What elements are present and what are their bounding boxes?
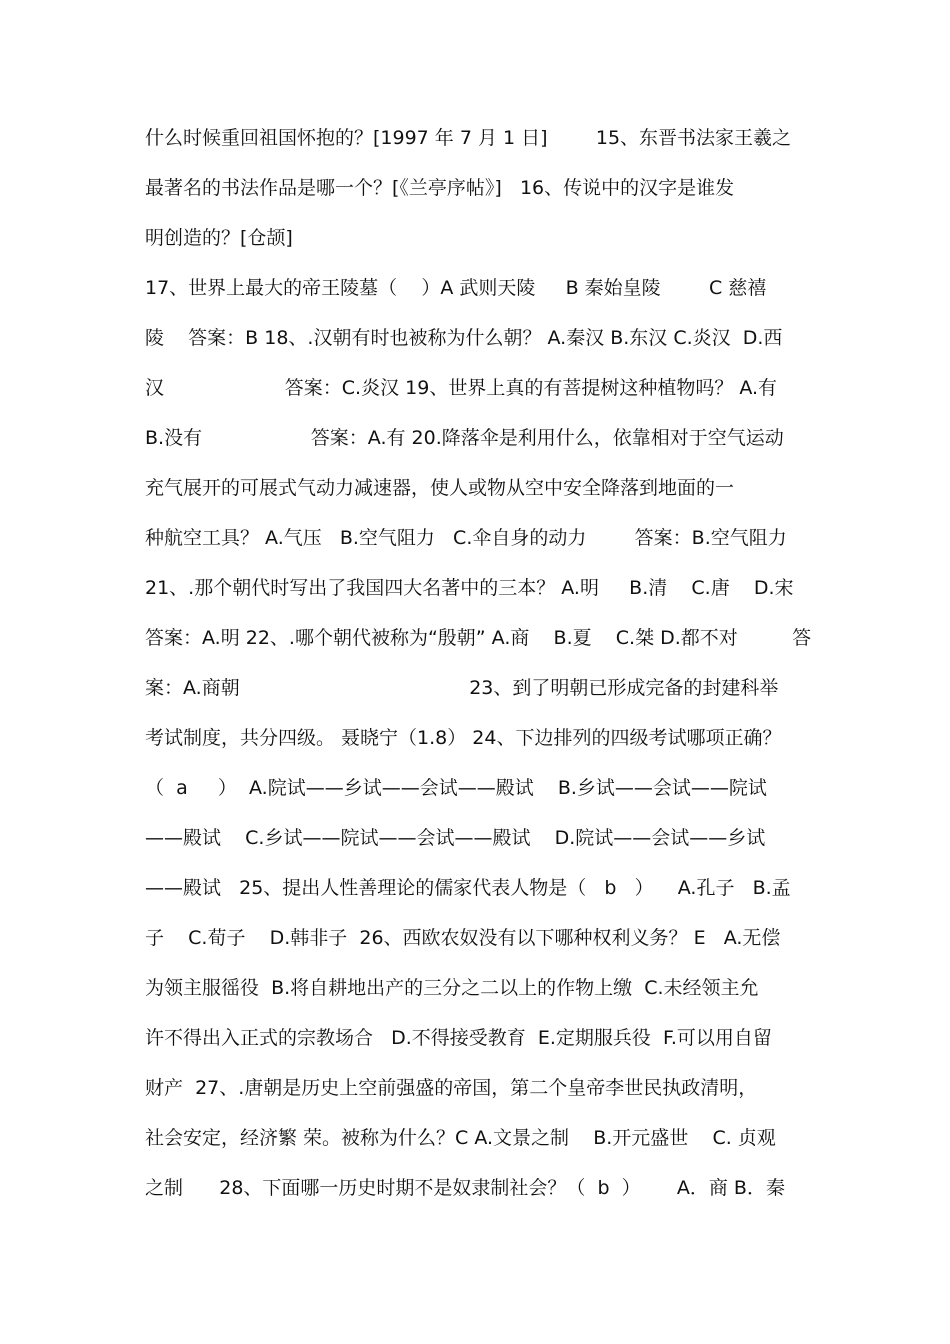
text-line: B.没有 答案：A.有 20.降落伞是利用什么，依靠相对于空气运动 <box>145 427 784 449</box>
text-line: 案：A.商朝 23、到了明朝已形成完备的封建科举 <box>145 677 779 699</box>
text-line: （ a ） A.院试——乡试——会试——殿试 B.乡试——会试——院试 <box>145 777 767 799</box>
text-line: 种航空工具？ A.气压 B.空气阻力 C.伞自身的动力 答案：B.空气阻力 <box>145 527 787 549</box>
text-line: 许不得出入正式的宗教场合 D.不得接受教育 E.定期服兵役 F.可以用自留 <box>145 1027 772 1049</box>
text-line: 汉 答案：C.炎汉 19、世界上真的有菩提树这种植物吗？ A.有 <box>145 377 778 399</box>
text-line: 充气展开的可展式气动力减速器，使人或物从空中安全降落到地面的一 <box>145 477 735 499</box>
text-line: 21、.那个朝代时写出了我国四大名著中的三本？ A.明 B.清 C.唐 D.宋 <box>145 577 794 599</box>
text-line: 答案：A.明 22、.哪个朝代被称为“殷朝” A.商 B.夏 C.桀 D.都不对 答 <box>145 627 812 649</box>
text-line: 最著名的书法作品是哪一个？[《兰亭序帖》] 16、传说中的汉字是谁发 <box>145 177 735 199</box>
document-body <box>145 113 815 1213</box>
text-line: 社会安定，经济繁 荣。被称为什么？C A.文景之制 B.开元盛世 C. 贞观 <box>145 1127 776 1149</box>
text-line: 为领主服徭役 B.将自耕地出产的三分之二以上的作物上缴 C.未经领主允 <box>145 977 759 999</box>
text-line: 财产 27、.唐朝是历史上空前强盛的帝国，第二个皇帝李世民执政清明， <box>145 1077 758 1099</box>
text-line: 之制 28、下面哪一历史时期不是奴隶制社会？（ b ） A．商 B．秦 <box>145 1177 785 1199</box>
text-line: ——殿试 C.乡试——院试——会试——殿试 D.院试——会试——乡试 <box>145 827 766 849</box>
text-line: 明创造的？[仓颉] <box>145 227 293 249</box>
text-line: 考试制度，共分四级。 聂晓宁（1.8） 24、下边排列的四级考试哪项正确？ <box>145 727 782 749</box>
text-line: 陵 答案：B 18、.汉朝有时也被称为什么朝？ A.秦汉 B.东汉 C.炎汉 D.西 <box>145 327 783 349</box>
text-line: 什么时候重回祖国怀抱的？[1997 年 7 月 1 日] 15、东晋书法家王羲之 <box>145 127 792 149</box>
text-line: 子 C.荀子 D.韩非子 26、西欧农奴没有以下哪种权利义务？ E A.无偿 <box>145 927 781 949</box>
text-line: 17、世界上最大的帝王陵墓（ ）A 武则天陵 B 秦始皇陵 C 慈禧 <box>145 277 767 299</box>
text-line: ——殿试 25、提出人性善理论的儒家代表人物是（ b ） A.孔子 B.孟 <box>145 877 791 899</box>
